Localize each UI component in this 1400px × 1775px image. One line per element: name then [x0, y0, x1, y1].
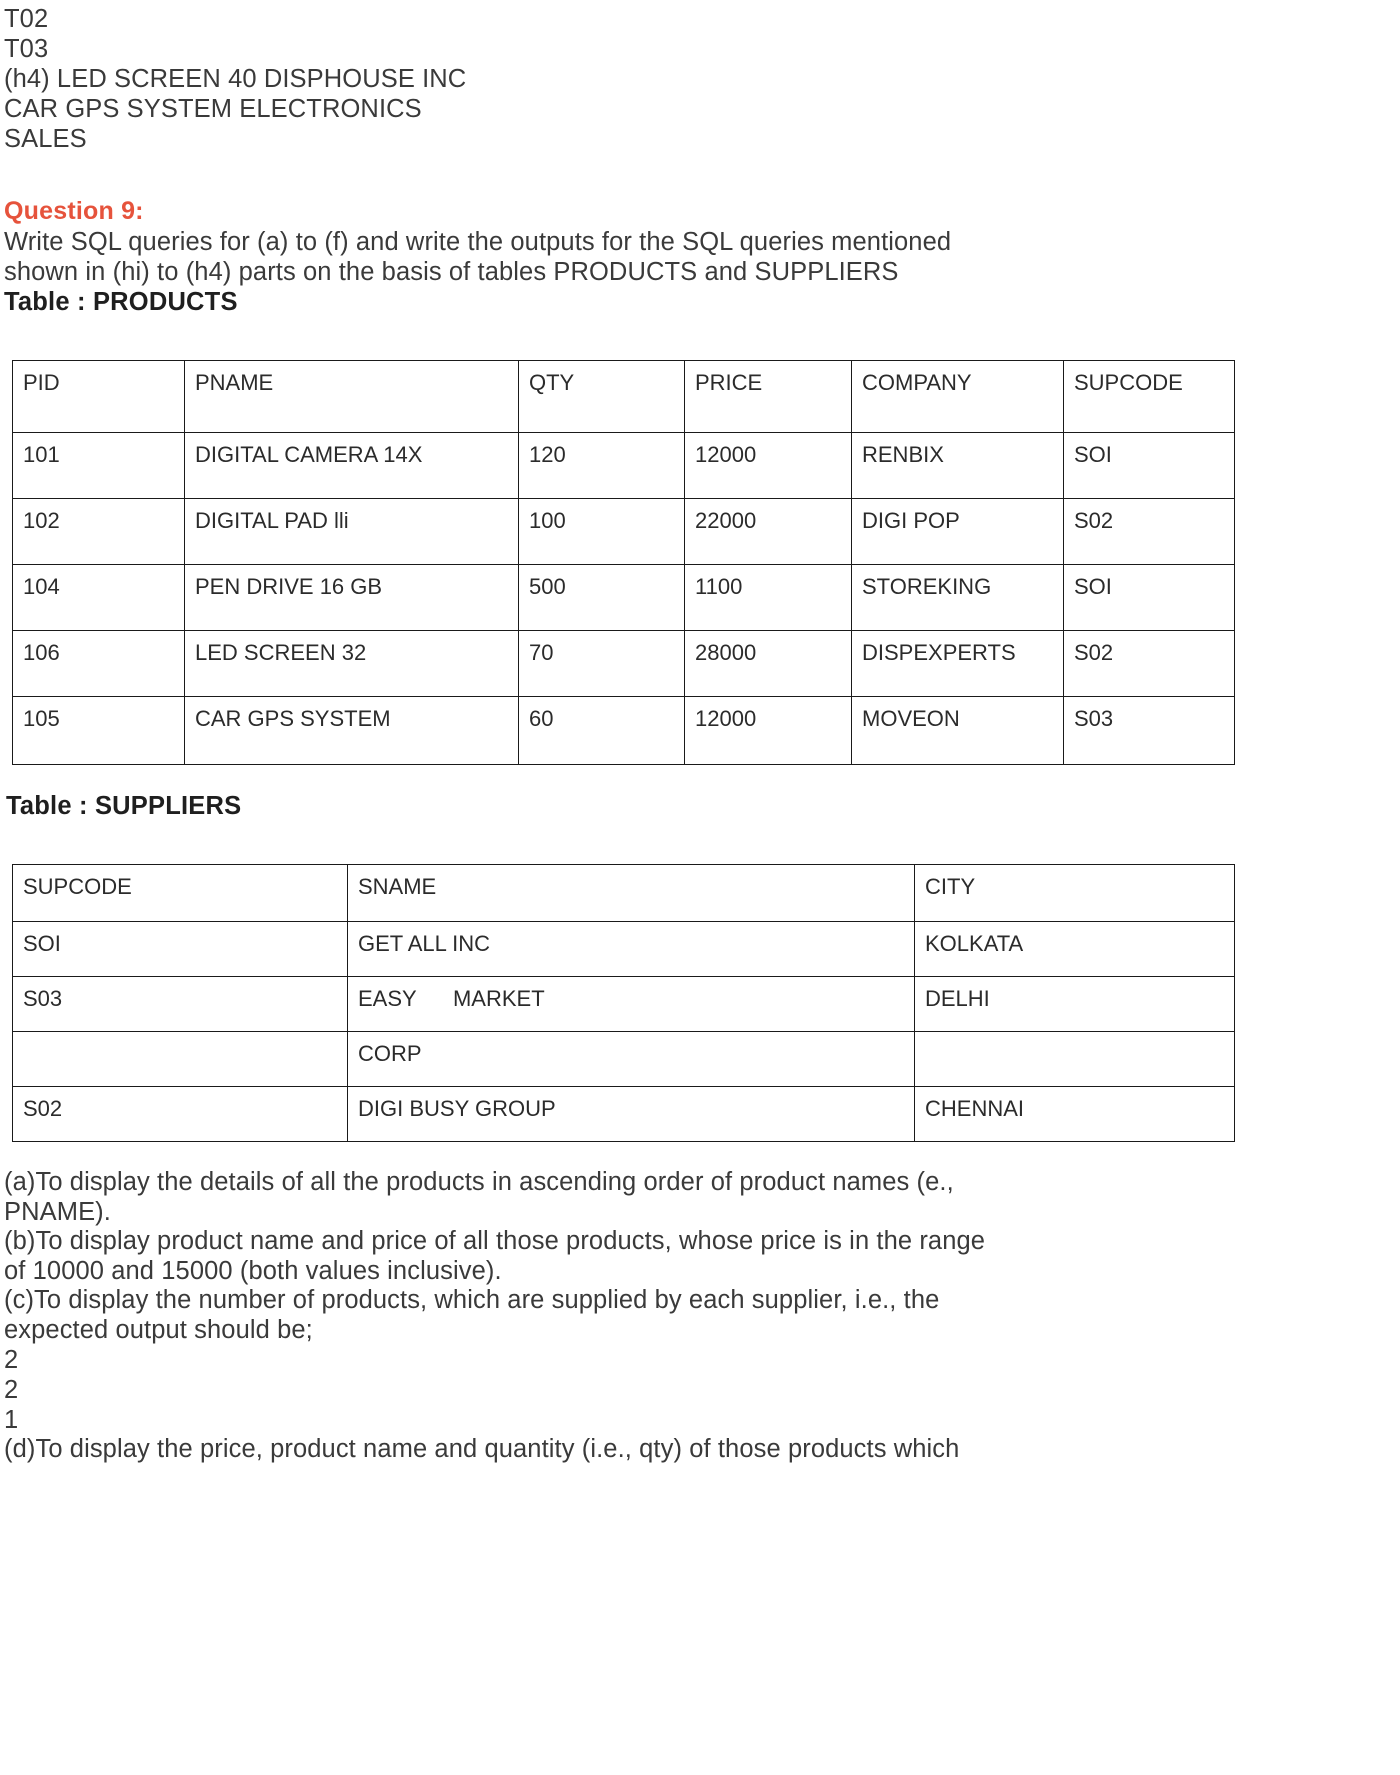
table-row — [13, 1032, 1235, 1087]
products-col-pid: PID — [13, 361, 185, 433]
cell-sname: CORP — [348, 1032, 915, 1087]
products-header-row — [13, 361, 1235, 433]
cell-qty: 120 — [519, 433, 685, 499]
subquestion-b-line-2: of 10000 and 15000 (both values inclusive). — [4, 1256, 502, 1285]
products-table-label: Table : PRODUCTS — [4, 288, 238, 316]
cell-supcode: S03 — [13, 977, 348, 1032]
subquestion-a-line-1: (a)To display the details of all the products in ascending order of product names (e., — [4, 1168, 954, 1196]
suppliers-header-row — [13, 865, 1235, 922]
suppliers-col-city: CITY — [915, 865, 1235, 922]
table-row — [13, 499, 1235, 565]
suppliers-col-sname: SNAME — [348, 865, 915, 922]
cell-supcode: S02 — [13, 1087, 348, 1142]
subquestion-c-output-2: 2 — [4, 1376, 19, 1404]
cell-pid: 102 — [13, 499, 185, 565]
question-heading: Question 9: — [4, 197, 144, 225]
question-body-line-1: Write SQL queries for (a) to (f) and write the outputs for the SQL queries mentioned — [4, 228, 952, 256]
cell-supcode: SOI — [1064, 565, 1235, 631]
products-col-qty: QTY — [519, 361, 685, 433]
cell-pname: CAR GPS SYSTEM — [185, 697, 519, 765]
cell-sname: EASY MARKET — [348, 977, 915, 1032]
output-line-sales: SALES — [4, 125, 87, 153]
table-row — [13, 922, 1235, 977]
question-block — [4, 196, 1400, 318]
cell-city: KOLKATA — [915, 922, 1235, 977]
cell-sname: DIGI BUSY GROUP — [348, 1087, 915, 1142]
cell-pid: 101 — [13, 433, 185, 499]
cell-qty: 500 — [519, 565, 685, 631]
cell-supcode: S02 — [1064, 631, 1235, 697]
output-line-t03: T03 — [4, 35, 49, 63]
suppliers-col-supcode: SUPCODE — [13, 865, 348, 922]
table-row — [13, 565, 1235, 631]
question-body-line-2: shown in (hi) to (h4) parts on the basis of tables PRODUCTS and SUPPLIERS — [4, 258, 899, 286]
cell-company: MOVEON — [852, 697, 1064, 765]
cell-sname: GET ALL INC — [348, 922, 915, 977]
table-row — [13, 631, 1235, 697]
cell-qty: 60 — [519, 697, 685, 765]
output-line-t02: T02 — [4, 5, 49, 33]
cell-company: STOREKING — [852, 565, 1064, 631]
table-row — [13, 1087, 1235, 1142]
products-col-supcode: SUPCODE — [1064, 361, 1235, 433]
products-col-company: COMPANY — [852, 361, 1064, 433]
cell-supcode: S02 — [1064, 499, 1235, 565]
cell-company: RENBIX — [852, 433, 1064, 499]
suppliers-table — [12, 864, 1235, 1142]
products-table — [12, 360, 1235, 765]
cell-pid: 105 — [13, 697, 185, 765]
cell-supcode: SOI — [1064, 433, 1235, 499]
subquestion-c-line-1: (c)To display the number of products, which are supplied by each supplier, i.e., the — [4, 1286, 940, 1314]
cell-supcode: SOI — [13, 922, 348, 977]
cell-pname: DIGITAL CAMERA 14X — [185, 433, 519, 499]
cell-pid: 104 — [13, 565, 185, 631]
output-line-h4: (h4) LED SCREEN 40 DISPHOUSE INC — [4, 65, 467, 93]
products-col-pname: PNAME — [185, 361, 519, 433]
suppliers-table-label: Table : SUPPLIERS — [6, 792, 242, 820]
subquestion-c-line-2: expected output should be; — [4, 1315, 313, 1344]
cell-price: 28000 — [685, 631, 852, 697]
cell-qty: 100 — [519, 499, 685, 565]
cell-supcode — [13, 1032, 348, 1087]
table-row — [13, 977, 1235, 1032]
cell-city — [915, 1032, 1235, 1087]
cell-pname: LED SCREEN 32 — [185, 631, 519, 697]
subquestion-list — [4, 1168, 1400, 1465]
cell-price: 12000 — [685, 433, 852, 499]
table-row — [13, 433, 1235, 499]
output-line-car-gps: CAR GPS SYSTEM ELECTRONICS — [4, 95, 422, 123]
cell-pname: PEN DRIVE 16 GB — [185, 565, 519, 631]
subquestion-d-line-1: (d)To display the price, product name and quantity (i.e., qty) of those products which — [4, 1435, 960, 1463]
cell-city: DELHI — [915, 977, 1235, 1032]
cell-company: DISPEXPERTS — [852, 631, 1064, 697]
subquestion-a-line-2: PNAME). — [4, 1197, 111, 1226]
cell-pname: DIGITAL PAD lli — [185, 499, 519, 565]
subquestion-c-output-3: 1 — [4, 1406, 19, 1434]
cell-pid: 106 — [13, 631, 185, 697]
subquestion-c-output-1: 2 — [4, 1346, 19, 1374]
cell-city: CHENNAI — [915, 1087, 1235, 1142]
table-row — [13, 697, 1235, 765]
subquestion-b-line-1: (b)To display product name and price of all those products, whose price is in the range — [4, 1227, 986, 1255]
cell-qty: 70 — [519, 631, 685, 697]
top-output-block — [4, 4, 1400, 154]
cell-price: 1100 — [685, 565, 852, 631]
cell-price: 22000 — [685, 499, 852, 565]
cell-price: 12000 — [685, 697, 852, 765]
cell-supcode: S03 — [1064, 697, 1235, 765]
cell-company: DIGI POP — [852, 499, 1064, 565]
products-col-price: PRICE — [685, 361, 852, 433]
